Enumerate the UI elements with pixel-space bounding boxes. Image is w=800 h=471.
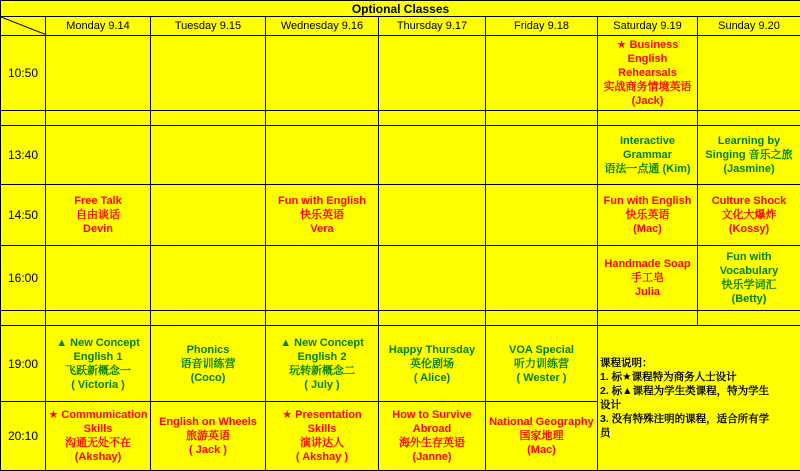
slot-thu-1050 (379, 35, 486, 110)
text-line: (Coco) (190, 371, 226, 384)
text-line: (Jack) (631, 94, 664, 107)
text-line: (Betty) (731, 293, 767, 306)
text-line: 手工皂 (631, 272, 664, 285)
text-line: English (627, 52, 668, 65)
text-line: Learning by (717, 135, 781, 148)
day-header-sunday: Sunday 9.20 (698, 17, 800, 35)
class-thu-1900 (379, 326, 486, 401)
text-line: ▲ New Concept (280, 336, 364, 349)
day-header-saturday: Saturday 9.19 (598, 17, 698, 35)
slot-wed-1050 (266, 35, 379, 110)
slot-fri-1450 (486, 185, 598, 246)
text-line: Phonics (186, 343, 230, 356)
spacer-row (1, 311, 800, 326)
text-line: Fun with English (603, 195, 692, 208)
slot-thu-1450 (379, 185, 486, 246)
class-wed-1450 (266, 185, 379, 246)
class-sat-1050 (598, 35, 698, 110)
day-header-wednesday: Wednesday 9.16 (266, 17, 379, 35)
table-title: Optional Classes (1, 1, 800, 17)
text-line: National Geography (489, 415, 594, 428)
slot-mon-1600 (46, 246, 151, 311)
text-line: Interactive (619, 135, 676, 148)
class-thu-2010 (379, 401, 486, 470)
spacer-row (1, 110, 800, 125)
text-line: 文化大爆炸 (721, 209, 777, 222)
class-sat-1450 (598, 185, 698, 246)
slot-wed-1600 (266, 246, 379, 311)
text-line: 3. 没有特殊注明的课程，适合所有学 (600, 413, 770, 426)
text-line: ▲ New Concept (56, 336, 140, 349)
text-line: English on Wheels (159, 415, 257, 428)
slot-fri-1600 (486, 246, 598, 311)
text-line: 海外生存英语 (399, 436, 465, 449)
slot-tue-1450 (151, 185, 266, 246)
text-line: (Janne) (412, 450, 452, 463)
text-line: ( Alice) (413, 371, 451, 384)
day-header-thursday: Thursday 9.17 (379, 17, 486, 35)
text-line: 听力训练营 (514, 357, 569, 370)
class-sun-1340 (698, 126, 800, 185)
text-line: 飞跃新概念一 (65, 364, 131, 377)
class-wed-1900 (266, 326, 379, 401)
time-1900: 19:00 (1, 326, 46, 401)
text-line: Abroad (412, 422, 452, 435)
text-line: Free Talk (74, 195, 122, 208)
text-line: 2. 标▲课程为学生类课程，特为学生 (600, 385, 770, 398)
text-line: Vera (310, 223, 334, 236)
text-line: Skills (83, 422, 113, 435)
slot-wed-1340 (266, 126, 379, 185)
text-line: 1. 标★课程特为商务人士设计 (600, 371, 737, 384)
time-1340: 13:40 (1, 126, 46, 185)
slot-sun-1050 (698, 35, 800, 110)
class-mon-2010 (46, 401, 151, 470)
day-header-friday: Friday 9.18 (486, 17, 598, 35)
text-line: 快乐英语 (625, 209, 670, 222)
text-line: (Akshay) (74, 450, 122, 463)
class-mon-1900 (46, 326, 151, 401)
slot-fri-1340 (486, 126, 598, 185)
text-line: 英伦剧场 (410, 357, 454, 370)
class-sat-1340 (598, 126, 698, 185)
text-line: 实战商务情境英语 (603, 80, 692, 93)
class-tue-2010 (151, 401, 266, 470)
text-line: Julia (634, 286, 661, 299)
text-line: Grammar (623, 149, 672, 162)
diagonal-line-icon (1, 17, 45, 34)
text-line: ( Jack ) (189, 443, 227, 456)
text-line: 语法一点通 (Kim) (604, 163, 691, 176)
text-line: 员 (600, 427, 611, 440)
class-fri-2010 (486, 401, 598, 470)
class-fri-1900 (486, 326, 598, 401)
slot-mon-1340 (46, 126, 151, 185)
text-line: 快乐学词汇 (721, 279, 777, 292)
text-line: Singing 音乐之旅 (705, 149, 793, 162)
class-mon-1450 (46, 185, 151, 246)
slot-tue-1050 (151, 35, 266, 110)
text-line: (Mac) (527, 443, 556, 456)
text-line: 国家地理 (519, 429, 564, 442)
text-line: Culture Shock (711, 195, 787, 208)
text-line: (Kossy) (728, 223, 770, 236)
text-line: ★ Commumication (48, 408, 148, 421)
text-line: Fun with (726, 251, 772, 264)
slot-tue-1340 (151, 126, 266, 185)
day-header-monday: Monday 9.14 (46, 17, 151, 35)
slot-fri-1050 (486, 35, 598, 110)
text-line: ( July ) (304, 378, 340, 391)
text-line: 沟通无处不在 (65, 436, 131, 449)
class-sat-1600 (598, 246, 698, 311)
text-line: Happy Thursday (388, 343, 476, 356)
time-1050: 10:50 (1, 35, 46, 110)
text-line: VOA Special (508, 343, 574, 356)
text-line: ★ Presentation Skills (282, 408, 362, 435)
slot-mon-1050 (46, 35, 151, 110)
slot-thu-1600 (379, 246, 486, 311)
text-line: Fun with English (278, 195, 366, 208)
time-1600: 16:00 (1, 246, 46, 311)
text-line: (Mac) (633, 223, 662, 236)
text-line: ( Akshay ) (295, 450, 349, 463)
class-sun-1450 (698, 185, 800, 246)
text-line: ( Victoria ) (71, 378, 125, 391)
text-line: ★ Business (616, 38, 679, 51)
text-line: 课程说明： (600, 357, 653, 370)
text-line: Vocabulary (719, 265, 779, 278)
slot-thu-1340 (379, 126, 486, 185)
time-2010: 20:10 (1, 401, 46, 470)
text-line: Devin (83, 223, 113, 236)
time-1450: 14:50 (1, 185, 46, 246)
text-line: Rehearsals (618, 66, 677, 79)
class-wed-2010 (266, 401, 379, 470)
slot-tue-1600 (151, 246, 266, 311)
class-sun-1600 (698, 246, 800, 311)
text-line: ( Wester ) (516, 371, 567, 384)
text-line: Handmade Soap (604, 258, 691, 271)
text-line: 语音训练营 (180, 357, 236, 370)
text-line: 快乐英语 (300, 209, 344, 222)
day-header-tuesday: Tuesday 9.15 (151, 17, 266, 35)
text-line: 设计 (600, 399, 621, 412)
text-line: (Jasmine) (723, 163, 775, 176)
text-line: 演讲达人 (300, 436, 344, 449)
corner-cell (1, 17, 46, 35)
text-line: English 1 (73, 350, 123, 363)
text-line: 自由谈话 (76, 209, 120, 222)
text-line: English 2 (297, 350, 347, 363)
course-notes (598, 326, 800, 471)
text-line: 旅游英语 (186, 429, 230, 442)
text-line: 玩转新概念二 (289, 364, 355, 377)
class-tue-1900 (151, 326, 266, 401)
text-line: How to Survive (392, 408, 472, 421)
